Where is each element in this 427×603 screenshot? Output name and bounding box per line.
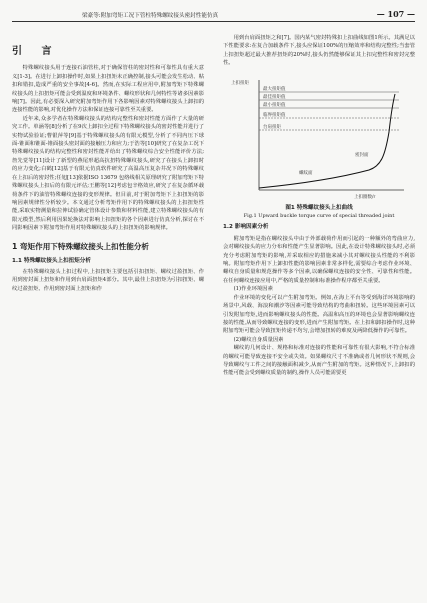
legend-shoulder: 台肩扭矩 <box>263 124 281 130</box>
figure-caption: 图1 特殊螺纹接头上扣曲线 <box>285 204 353 211</box>
right-column <box>223 34 415 378</box>
legend-critical: 临界扭矩值 <box>263 112 286 118</box>
legend-optimum: 最佳扭矩值 <box>263 94 286 100</box>
legend-max: 最大扭矩值 <box>263 86 286 92</box>
figure-caption-en: Fig.1 Upward buckle torque curve of special threaded joint <box>243 213 395 220</box>
list-item: (1)作业环境因素 <box>233 286 273 293</box>
paragraph: 近年来,众多学者在特殊螺纹接头的结构完整性和密封性能方面作了大量的研究工作。单涵等[8]分析了在9次上卸扣全过程下特殊螺纹接头的密封性能并进行了实物试验验证;曹银萍等[9]基于特殊螺纹接头的有限元模型,分析了不同内压下球面-锥面和锥面-锥面接头密封面的接触压力和应力;于浩等[10]研究了在复杂工况下特殊螺纹接头的结构完整性和密封性能并给出了特殊螺纹综合安全性能评价方法;詹先觉等[11]设计了新型的燕尾形超高抗扭特殊螺纹接头,研究了在接头上卸扣时的应力变化;白鹤[12]基于有限元仿真软件研究了高温高压复杂井况下的特殊螺纹在上扣后的密封性;任旭[13]依据ISO 13679 包络线相关原理研究了附加弯矩下特殊螺纹接头上扣后的有限元评估;王鹏等[12]考虑包辛格效应,研究了在复杂循环载荷条件下的油管特殊螺纹连接的变形规律。但目前,对于附加弯矩下上扣扭矩的影响因素规律性分析较少。本文通过分析弯矩作用下的特殊螺纹接头的上扣扭矩性能,采取实物测量和拉伸试验确定管体设计参数和材料性能,建立特殊螺纹接头的有限元模型,然后利用因果轮换法对影响上扣扭矩的各个因素进行仿真分析,探讨在不同影响因素下附加弯矩作用对特殊螺纹接头的上扣扭矩的影响规律。 <box>12 115 204 232</box>
paragraph: 附加弯矩是指在螺纹接头中由于外部载荷作用而引起的一种额外的弯曲应力,会对螺纹接头的应力分布和性能产生显著影响。因此,在设计特殊螺纹接头时,必须充分考虑附加弯矩的影响,并采取相应的措施来减小其对螺纹接头性能的不利影响。附加弯矩作用下上卸扣性能的影响因素非常多样化,需要综合考虑作业环境、螺纹自身质量和规范操作等多个因素,以确保螺纹连接的安全性、可靠性和性能。在任何螺纹连接应用中,严格的质量控制和标准操作程序都至关重要。 <box>223 235 415 284</box>
page-header <box>12 8 415 22</box>
figure-1 <box>223 72 415 202</box>
paragraph: 用到台肩面扭矩之和[7]。国内某气密封特殊扣上扣曲线如图1所示。其满足以下性能要求:在复合加载条件下,接头应保证100%的压缩效率和结构完整性;当套管上扣扭矩超过最大推荐扭矩的20%时,接头仍然能够保证其上扣完整性和密封完整性。 <box>223 35 415 67</box>
subsection-heading: 1.1 特殊螺纹接头上扣扭矩分析 <box>12 257 91 264</box>
torque-curve-chart <box>229 72 409 202</box>
running-title: 梁豪等:附加弯矩工况下管柱特殊螺纹接头密封性能仿真 <box>82 13 219 19</box>
paragraph: 螺纹的几何设计、规格和标准对连接的性能和可靠性有很大影响,不符合标准的螺纹可能导致连接不安全或失效。如果螺纹尺寸不准确或者几何形状不规则,会导致螺纹与工件之间的接触面积减少,从而产生附加的弯矩。这种情况下,上卸扣的性能可能会受到螺纹质量的制约,操作人员可能需要更 <box>223 345 415 377</box>
left-column <box>12 34 204 293</box>
legend-min: 最小扭矩值 <box>263 102 286 108</box>
annotation-seal: 密封面 <box>355 152 369 158</box>
y-axis-label: 上扣扭矩 <box>231 80 249 86</box>
header-rule <box>12 21 415 22</box>
list-item: (2)螺纹自身质量因素 <box>233 336 284 343</box>
subsection-heading: 1.2 影响因素分析 <box>223 224 269 231</box>
section-heading: 1 弯矩作用下特殊螺纹接头上扣性能分析 <box>12 241 150 251</box>
paragraph: 作业环境的变化可以产生附加弯矩。例如,在海上平台等受到海洋环境影响的场景中,风载、海浪和潮汐等因素可能导致结构的弯曲和扭转。这些环境因素可以引发附加弯矩,进而影响螺纹接头的性能。高温和高压的环境也会显著影响螺纹连接的性能,从而导致螺纹连接的变形,进而产生附加弯矩。在上扣和卸扣操作时,这种附加弯矩可能会导致扭矩传递不均匀,会增加扭转的难度及两降低操作的可靠性。 <box>223 294 415 335</box>
annotation-thread: 螺纹面 <box>299 170 313 176</box>
intro-heading: 引 言 <box>12 46 60 57</box>
x-axis-label: 上扣圈数/r <box>354 194 376 200</box>
page-number: — 107 — <box>376 9 415 19</box>
paragraph: 在特殊螺纹接头上扣过程中,上扣扭矩主要包括引扣扭矩、螺纹过盈扭矩、作用到密封面上扭矩和作用到台肩面扭矩4部分。其中,最佳上扣扭矩为引扣扭矩、螺纹过盈扭矩、作用到密封面上扭矩和作 <box>12 268 204 292</box>
paragraph: 特殊螺纹接头用于连接石油管柱,对于确保管柱的密封性和可靠性具有重大意义[1-3]。在进行上卸扣操作时,如果上扣扭矩未正确控制,接头可能会发生松动、粘扣和错扣,造成严重的安全事故[4-6]。然而,在实际工程应用中,附加弯矩下特殊螺纹接头的上扣扭矩可能会受到温度和环境条件、螺纹形状和几何特性等诸多因素影响[7]。因此,有必要深入研究附加弯矩作用下各影响因素对特殊螺纹接头上卸扣的连接性能的影响,对优化操作方法和保证连接可靠性至关重要。 <box>12 65 204 114</box>
